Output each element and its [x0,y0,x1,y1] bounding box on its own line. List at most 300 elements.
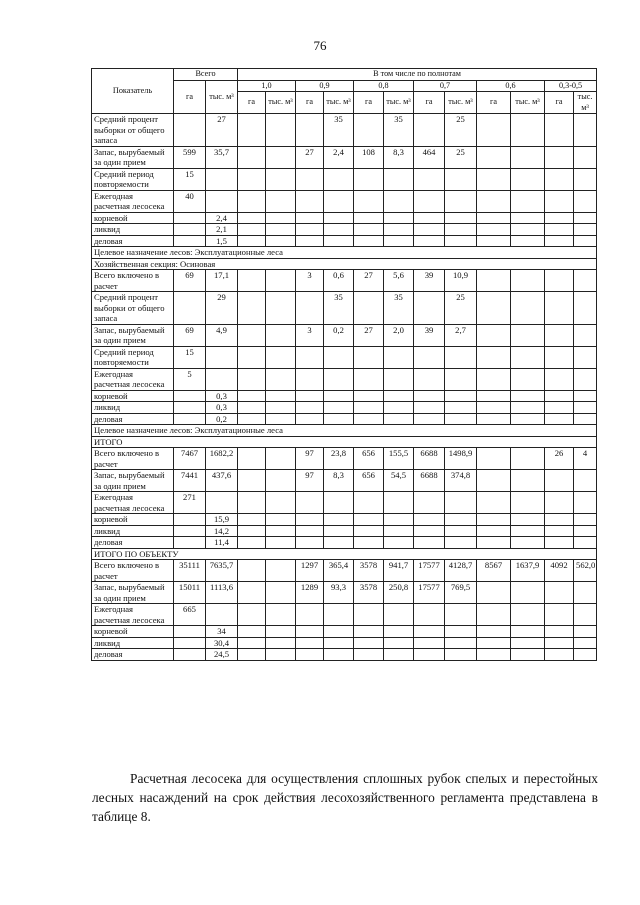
table-cell [574,626,597,638]
table-cell [477,492,511,514]
header-unit-ha: га [238,92,266,114]
table-cell [511,270,545,292]
table-cell [477,626,511,638]
table-cell: 1297 [296,560,324,582]
section-row [92,247,597,259]
table-cell [414,114,445,147]
table-cell [477,448,511,470]
row-label: корневой [92,390,174,402]
table-cell [445,537,477,549]
table-cell [238,402,266,414]
table-cell: 35 [384,114,414,147]
table-cell [511,146,545,168]
row-label: Запас, вырубаемый за один прием [92,146,174,168]
table-cell [238,626,266,638]
table-cell [545,368,574,390]
table-cell [545,637,574,649]
table-row [92,537,597,549]
table-row [92,637,597,649]
table-cell [238,292,266,325]
table-cell [511,492,545,514]
table-cell [206,168,238,190]
table-cell [574,270,597,292]
header-density: 0,9 [296,80,354,92]
header-unit-m3: тыс. м³ [384,92,414,114]
table-cell: 40 [174,190,206,212]
table-cell [384,402,414,414]
header-total-ha: га [174,80,206,114]
table-cell: 69 [174,270,206,292]
table-cell: 4128,7 [445,560,477,582]
section-label: ИТОГО [92,436,597,448]
table-cell [174,235,206,247]
table-cell [354,190,384,212]
table-cell [545,212,574,224]
row-label: деловая [92,235,174,247]
table-cell [266,270,296,292]
table-cell [354,346,384,368]
table-cell [477,525,511,537]
table-cell [511,346,545,368]
header-incl-density: В том числе по полнотам [238,69,597,81]
table-cell [354,637,384,649]
table-cell: 656 [354,448,384,470]
table-cell: 6688 [414,448,445,470]
table-cell [238,235,266,247]
table-cell [296,492,324,514]
row-label: Ежегодная расчетная лесосека [92,368,174,390]
table-row [92,168,597,190]
table-cell [414,368,445,390]
row-label: ликвид [92,637,174,649]
table-cell [354,224,384,236]
header-total: Всего [174,69,238,81]
table-cell [574,402,597,414]
table-cell [238,270,266,292]
table-cell [445,368,477,390]
table-cell: 17577 [414,582,445,604]
table-cell [545,190,574,212]
table-cell: 656 [354,470,384,492]
table-cell [445,626,477,638]
table-cell [296,413,324,425]
table-cell: 97 [296,470,324,492]
table-cell [238,492,266,514]
table-cell [354,626,384,638]
table-cell [477,413,511,425]
table-cell [266,346,296,368]
table-row [92,390,597,402]
table-cell [545,514,574,526]
table-body [92,114,597,661]
table-cell [511,626,545,638]
table-cell: 27 [354,324,384,346]
table-cell [206,368,238,390]
table-cell [511,368,545,390]
section-label: Целевое назначение лесов: Эксплуатационные леса [92,425,597,437]
table-cell [414,190,445,212]
table-cell [477,346,511,368]
row-label: Всего включено в расчет [92,560,174,582]
section-row [92,258,597,270]
table-cell [445,402,477,414]
table-cell [266,402,296,414]
table-cell: 2,4 [206,212,238,224]
table-cell: 6688 [414,470,445,492]
table-cell [414,224,445,236]
table-cell [238,190,266,212]
table-cell [574,235,597,247]
table-cell [324,626,354,638]
table-cell [206,604,238,626]
table-cell [354,492,384,514]
header-density: 1,0 [238,80,296,92]
table-cell [354,604,384,626]
table-cell [545,292,574,325]
row-label: корневой [92,212,174,224]
table-row [92,292,597,325]
table-cell [266,292,296,325]
table-cell [296,212,324,224]
table-cell [574,212,597,224]
table-cell [174,224,206,236]
table-cell [445,604,477,626]
table-cell [511,190,545,212]
table-cell [445,190,477,212]
table-cell: 26 [545,448,574,470]
table-cell: 1682,2 [206,448,238,470]
table-cell [445,492,477,514]
row-label: Средний период повторяемости [92,168,174,190]
table-cell: 374,8 [445,470,477,492]
table-cell [477,224,511,236]
table-cell [545,224,574,236]
table-cell: 27 [206,114,238,147]
table-cell [238,582,266,604]
table-cell [574,649,597,661]
table-cell [324,368,354,390]
table-cell [238,368,266,390]
table-cell: 8,3 [384,146,414,168]
table-cell: 15011 [174,582,206,604]
table-cell [574,114,597,147]
table-cell: 7441 [174,470,206,492]
table-cell [511,649,545,661]
table-row [92,324,597,346]
table-cell: 35 [324,114,354,147]
table-cell [174,649,206,661]
table-cell: 93,3 [324,582,354,604]
table-cell [511,448,545,470]
table-cell [324,413,354,425]
section-label: Целевое назначение лесов: Эксплуатационные леса [92,247,597,259]
table-cell [445,413,477,425]
table-cell [414,346,445,368]
table-cell: 437,6 [206,470,238,492]
table-cell [324,224,354,236]
table-cell [296,235,324,247]
table-cell [354,235,384,247]
table-cell [384,637,414,649]
row-label: ликвид [92,525,174,537]
table-cell [296,626,324,638]
table-cell [511,390,545,402]
table-cell [545,146,574,168]
table-cell [324,168,354,190]
table-cell: 2,0 [384,324,414,346]
table-cell [174,537,206,549]
table-cell [574,413,597,425]
table-cell [266,235,296,247]
table-cell [296,346,324,368]
table-cell [238,637,266,649]
table-cell [174,292,206,325]
table-cell [324,492,354,514]
table-cell [445,514,477,526]
header-unit-ha: га [354,92,384,114]
table-cell [511,604,545,626]
table-cell: 250,8 [384,582,414,604]
table-cell [324,604,354,626]
table-cell: 35111 [174,560,206,582]
table-cell [477,368,511,390]
table-cell [414,402,445,414]
table-row [92,448,597,470]
table-cell [511,292,545,325]
table-cell [414,168,445,190]
table-cell [477,114,511,147]
table-cell [545,470,574,492]
table-cell [574,525,597,537]
row-label: ликвид [92,402,174,414]
table-cell [574,514,597,526]
table-cell: 2,4 [324,146,354,168]
table-cell [574,582,597,604]
table-cell [238,168,266,190]
table-cell: 1289 [296,582,324,604]
table-cell [574,168,597,190]
table-cell: 2,7 [445,324,477,346]
table-cell: 271 [174,492,206,514]
table-cell: 29 [206,292,238,325]
table-cell: 25 [445,146,477,168]
table-cell [174,402,206,414]
table-cell [477,168,511,190]
table-cell [238,212,266,224]
header-density: 0,7 [414,80,477,92]
table-cell [511,212,545,224]
table-cell [324,649,354,661]
table-cell [238,470,266,492]
row-label: Средний процент выборки от общего запаса [92,114,174,147]
table-cell [238,560,266,582]
table-cell [445,525,477,537]
header-density: 0,6 [477,80,545,92]
table-cell [574,368,597,390]
row-label: Средний период повторяемости [92,346,174,368]
table-cell [266,582,296,604]
table-cell [477,537,511,549]
table-cell [445,168,477,190]
header-total-m3: тыс. м³ [206,80,238,114]
table-cell: 5,6 [384,270,414,292]
table-cell [477,604,511,626]
table-cell [545,537,574,549]
table-cell [414,637,445,649]
table-cell [238,525,266,537]
table-cell: 0,2 [206,413,238,425]
table-cell [477,324,511,346]
table-cell [477,212,511,224]
table-cell: 4 [574,448,597,470]
table-cell [266,212,296,224]
table-cell [574,190,597,212]
table-cell: 5 [174,368,206,390]
table-row [92,346,597,368]
table-row [92,235,597,247]
table-cell [296,292,324,325]
table-cell [414,537,445,549]
section-row [92,548,597,560]
table-cell [477,270,511,292]
table-cell: 0,3 [206,390,238,402]
table-row [92,224,597,236]
header-unit-m3: тыс. м³ [511,92,545,114]
table-cell: 4092 [545,560,574,582]
table-row [92,626,597,638]
table-cell [414,390,445,402]
table-cell [266,537,296,549]
row-label: корневой [92,626,174,638]
table-cell [354,212,384,224]
table-cell [414,492,445,514]
table-cell [574,604,597,626]
table-cell [296,402,324,414]
table-cell [238,324,266,346]
table-cell [206,492,238,514]
table-cell [324,235,354,247]
header-density: 0,8 [354,80,414,92]
table-cell: 17577 [414,560,445,582]
table-cell [384,537,414,549]
table-cell [477,390,511,402]
table-cell [545,525,574,537]
table-cell [238,604,266,626]
table-row [92,604,597,626]
table-cell [238,114,266,147]
table-row [92,514,597,526]
table-row [92,146,597,168]
table-cell [445,649,477,661]
table-cell [414,212,445,224]
table-cell: 2,1 [206,224,238,236]
table-cell [477,402,511,414]
table-cell: 30,4 [206,637,238,649]
table-cell: 941,7 [384,560,414,582]
header-unit-m3: тыс. м³ [324,92,354,114]
table-cell [266,448,296,470]
table-cell [574,292,597,325]
table-cell [384,212,414,224]
table-cell [511,168,545,190]
table-cell [384,224,414,236]
table-cell [206,346,238,368]
table-cell: 155,5 [384,448,414,470]
table-cell [296,525,324,537]
table-row [92,470,597,492]
table-cell [511,514,545,526]
row-label: Запас, вырубаемый за один прием [92,470,174,492]
table-cell [384,235,414,247]
table-row [92,492,597,514]
table-cell: 17,1 [206,270,238,292]
table-cell [238,514,266,526]
table-cell [384,368,414,390]
table-cell [296,114,324,147]
table-cell [445,212,477,224]
table-cell [354,514,384,526]
section-label: Хозяйственная секция: Осиновая [92,258,597,270]
table-row [92,114,597,147]
table-cell [266,626,296,638]
table-cell: 7635,7 [206,560,238,582]
table-cell: 1498,9 [445,448,477,470]
table-cell [354,114,384,147]
table-cell [574,470,597,492]
table-cell [354,413,384,425]
table-cell: 365,4 [324,560,354,582]
table-cell: 562,0 [574,560,597,582]
table-cell [414,514,445,526]
table-cell [238,224,266,236]
table-cell [296,637,324,649]
table-cell [574,537,597,549]
table-cell [545,604,574,626]
table-row [92,649,597,661]
header-indicator: Показатель [92,69,174,114]
table-cell [354,292,384,325]
table-cell [545,413,574,425]
table-cell: 69 [174,324,206,346]
table-cell: 27 [296,146,324,168]
row-label: деловая [92,537,174,549]
row-label: Всего включено в расчет [92,270,174,292]
table-cell: 10,9 [445,270,477,292]
table-cell [354,390,384,402]
table-cell: 23,8 [324,448,354,470]
table-cell: 3578 [354,560,384,582]
body-paragraph: Расчетная лесосека для осуществления сплошных рубок спелых и перестойных лесных насаждений на срок действия лесохозяйственного регламента представлена в таблице 8. [92,771,598,824]
row-label: Ежегодная расчетная лесосека [92,604,174,626]
table-cell [266,514,296,526]
table-cell [354,525,384,537]
table-cell [545,390,574,402]
table-cell [477,292,511,325]
table-cell: 665 [174,604,206,626]
table-cell [511,537,545,549]
table-cell [545,402,574,414]
table-cell [384,626,414,638]
table-cell: 1113,6 [206,582,238,604]
table-cell [324,390,354,402]
table-cell [296,190,324,212]
table-cell: 35 [324,292,354,325]
table-cell [266,525,296,537]
table-cell: 54,5 [384,470,414,492]
table-cell [296,224,324,236]
section-label: ИТОГО ПО ОБЪЕКТУ [92,548,597,560]
table-cell [296,168,324,190]
